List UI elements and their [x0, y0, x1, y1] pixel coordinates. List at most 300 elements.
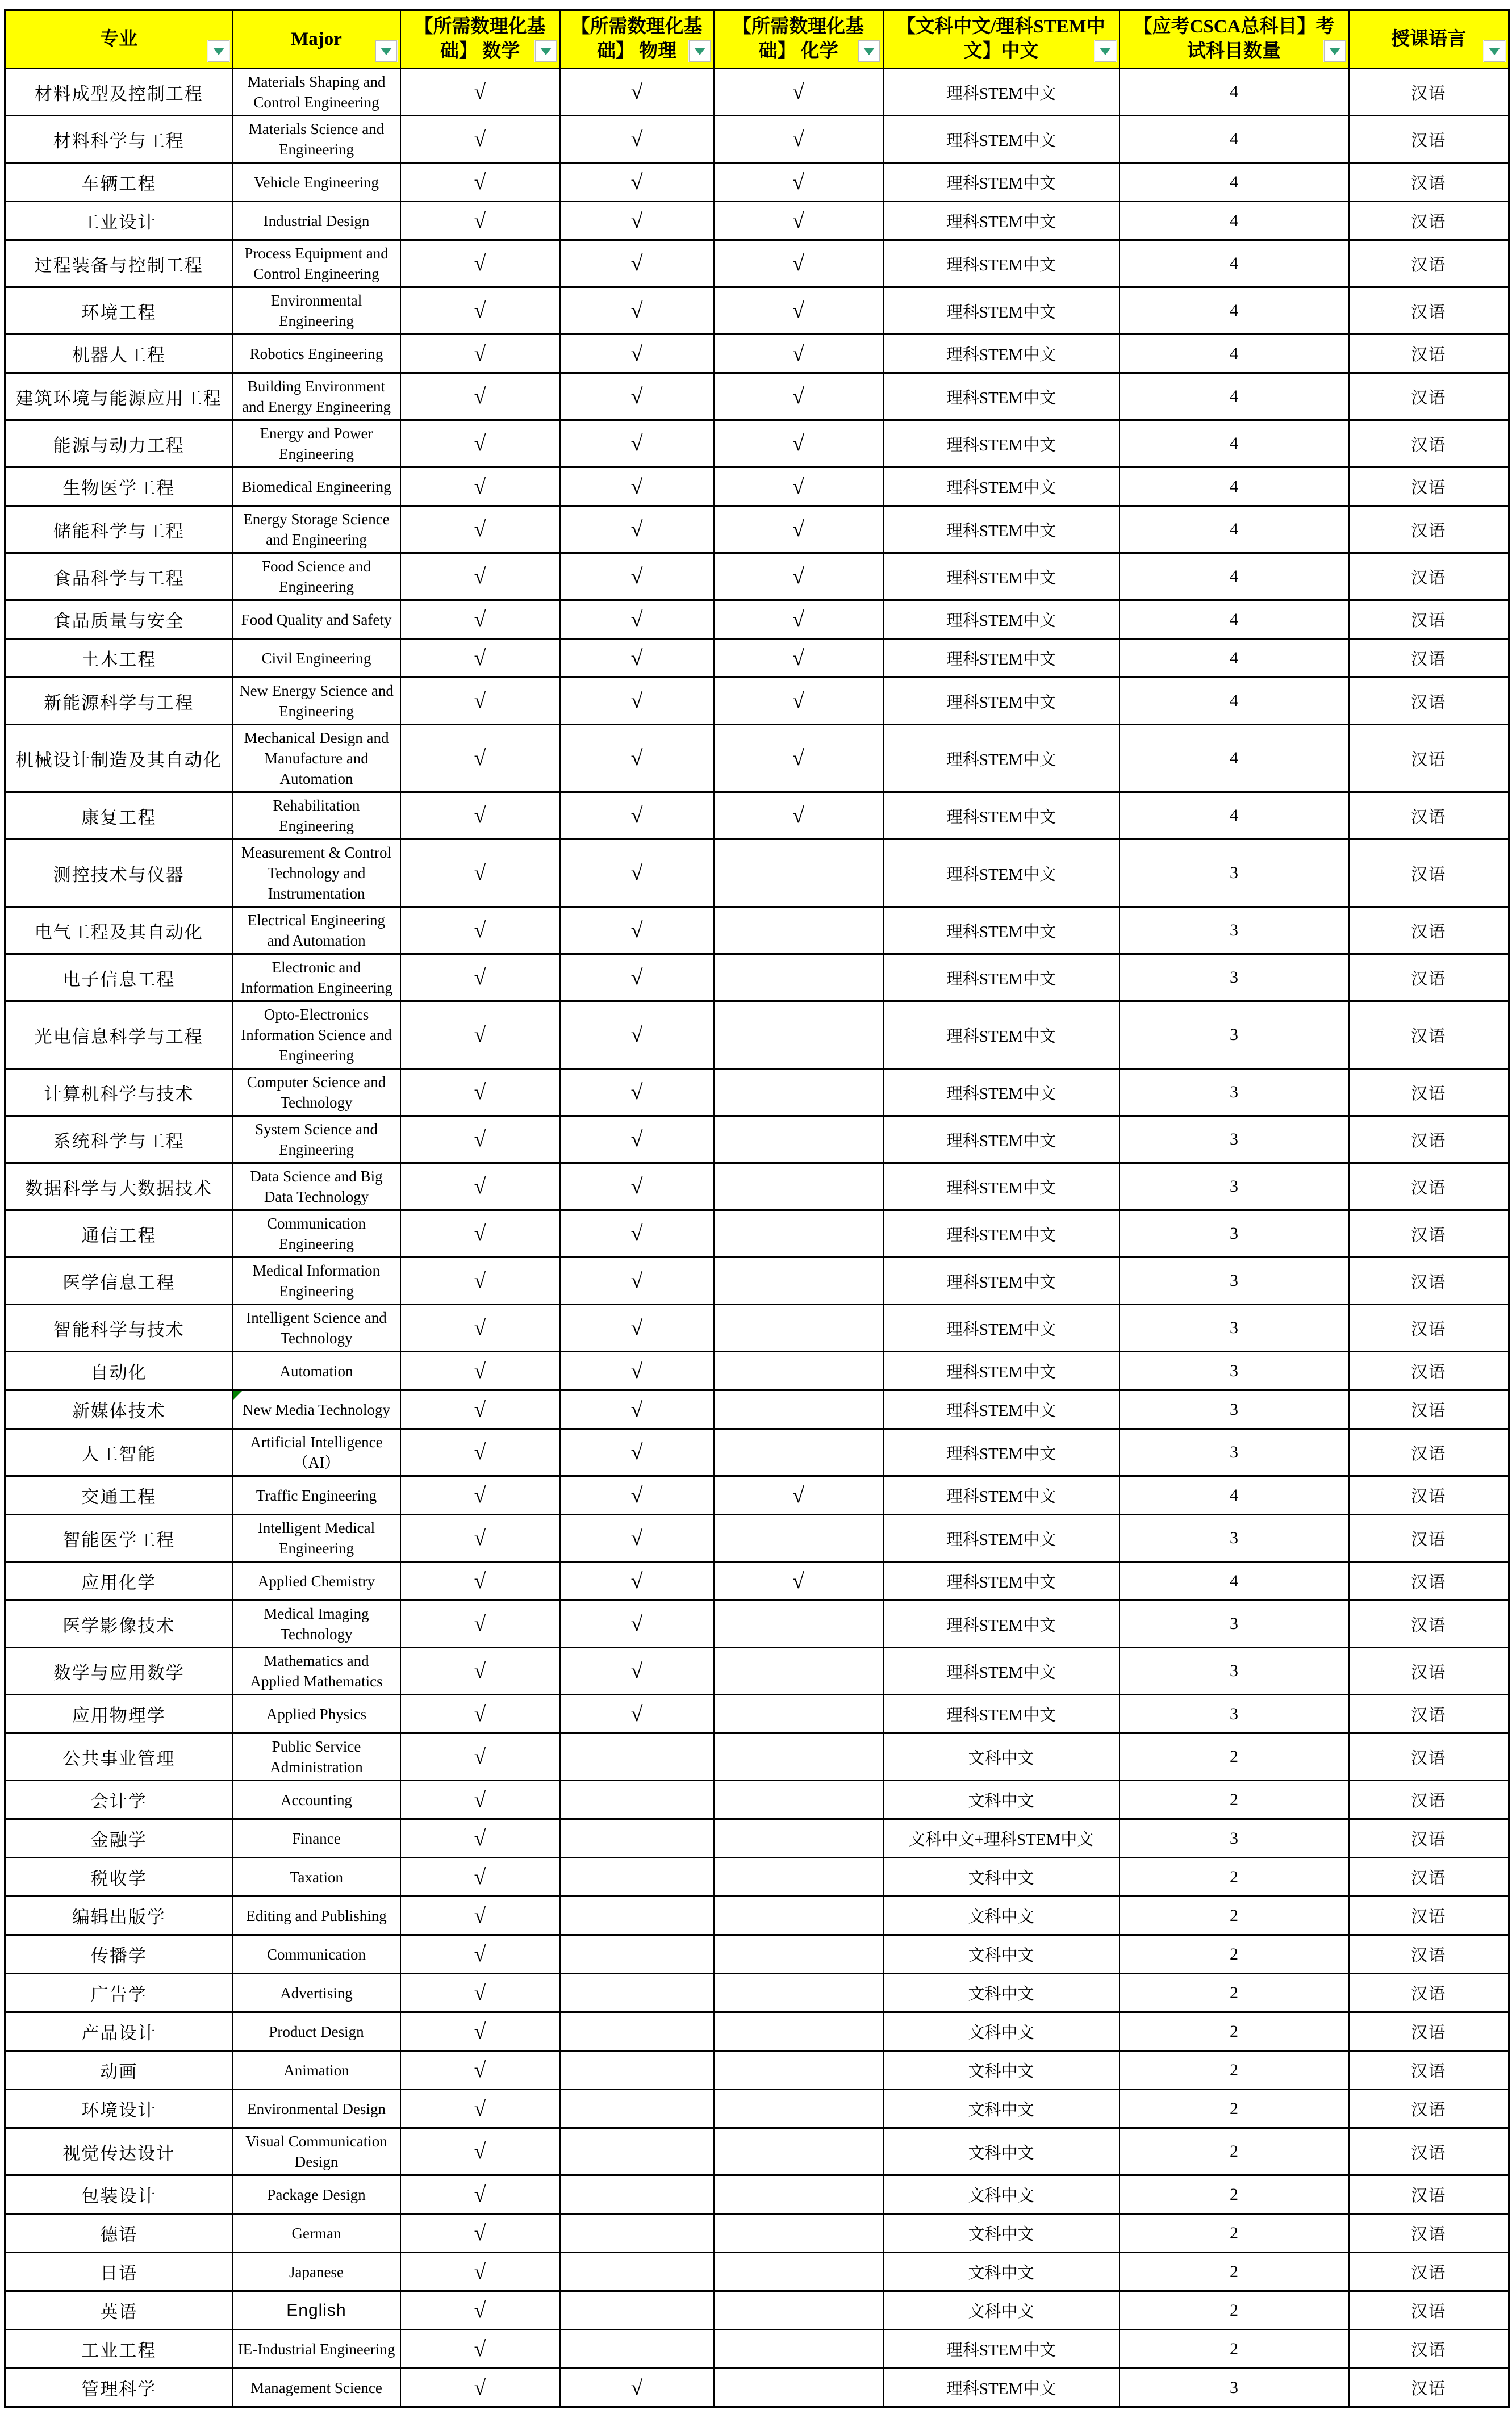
cell-chinese-requirement: 理科STEM中文 — [883, 1515, 1120, 1562]
cell-subject-count: 2 — [1120, 2090, 1349, 2128]
cell-physics-check — [560, 373, 714, 420]
cell-major-zh: 过程装备与控制工程 — [5, 240, 233, 287]
cell-subject-count: 4 — [1120, 287, 1349, 335]
cell-major-en: Civil Engineering — [233, 639, 400, 678]
cell-physics-check — [560, 1352, 714, 1390]
cell-major-zh: 材料科学与工程 — [5, 116, 233, 163]
cell-subject-count: 3 — [1120, 1819, 1349, 1858]
column-header-chemistry — [714, 10, 883, 69]
cell-subject-count: 4 — [1120, 1562, 1349, 1601]
cell-subject-count: 2 — [1120, 2214, 1349, 2253]
checkmark-icon: √ — [474, 432, 486, 456]
cell-major-en: Editing and Publishing — [233, 1897, 400, 1935]
cell-chinese-requirement: 文科中文 — [883, 2291, 1120, 2330]
checkmark-icon: √ — [474, 1865, 486, 1889]
column-header-label: 【应考CSCA总科目】考试科目数量 — [1133, 16, 1335, 61]
checkmark-icon: √ — [630, 1702, 643, 1726]
cell-physics-check — [560, 467, 714, 506]
cell-chinese-requirement: 理科STEM中文 — [883, 202, 1120, 240]
checkmark-icon: √ — [630, 127, 643, 151]
cell-subject-count: 4 — [1120, 116, 1349, 163]
checkmark-icon: √ — [792, 170, 804, 194]
cell-subject-count: 4 — [1120, 335, 1349, 373]
cell-major-zh: 传播学 — [5, 1935, 233, 1974]
cell-teaching-language: 汉语 — [1349, 202, 1509, 240]
table-row — [5, 2214, 1509, 2253]
table-row — [5, 1974, 1509, 2012]
checkmark-icon: √ — [792, 646, 804, 670]
table-row — [5, 420, 1509, 467]
cell-chemistry-check — [714, 2090, 883, 2128]
table-row — [5, 725, 1509, 792]
filter-dropdown-major-zh[interactable] — [208, 40, 229, 62]
cell-major-en: Environmental Design — [233, 2090, 400, 2128]
cell-teaching-language: 汉语 — [1349, 1858, 1509, 1897]
cell-chemistry-check — [714, 1069, 883, 1116]
cell-physics-check — [560, 2175, 714, 2214]
cell-chinese-requirement: 理科STEM中文 — [883, 954, 1120, 1001]
table-row — [5, 1515, 1509, 1562]
checkmark-icon: √ — [474, 2221, 486, 2245]
filter-dropdown-major-en[interactable] — [375, 40, 397, 62]
cell-math-check — [400, 1352, 560, 1390]
cell-major-en: German — [233, 2214, 400, 2253]
majors-subjects-table — [4, 9, 1510, 2408]
cell-subject-count: 3 — [1120, 1695, 1349, 1734]
cell-physics-check — [560, 600, 714, 639]
checkmark-icon: √ — [474, 1222, 486, 1246]
cell-major-en: Communication Engineering — [233, 1210, 400, 1258]
cell-major-zh: 应用物理学 — [5, 1695, 233, 1734]
table-row — [5, 2090, 1509, 2128]
cell-math-check — [400, 2128, 560, 2175]
cell-subject-count: 3 — [1120, 2369, 1349, 2407]
cell-physics-check — [560, 839, 714, 907]
checkmark-icon: √ — [474, 2337, 486, 2361]
cell-subject-count: 3 — [1120, 907, 1349, 954]
cell-subject-count: 3 — [1120, 1429, 1349, 1476]
cell-chinese-requirement: 理科STEM中文 — [883, 1648, 1120, 1695]
cell-math-check — [400, 1116, 560, 1163]
checkmark-icon: √ — [630, 1316, 643, 1340]
checkmark-icon: √ — [630, 1080, 643, 1104]
cell-major-zh: 环境工程 — [5, 287, 233, 335]
cell-chinese-requirement: 文科中文 — [883, 2175, 1120, 2214]
cell-physics-check — [560, 1781, 714, 1819]
cell-major-en: Intelligent Medical Engineering — [233, 1515, 400, 1562]
cell-teaching-language: 汉语 — [1349, 553, 1509, 600]
cell-chemistry-check — [714, 1116, 883, 1163]
cell-major-zh: 材料成型及控制工程 — [5, 69, 233, 116]
cell-math-check — [400, 1858, 560, 1897]
cell-chinese-requirement: 理科STEM中文 — [883, 1258, 1120, 1305]
cell-major-en: Energy Storage Science and Engineering — [233, 506, 400, 553]
column-header-major-en — [233, 10, 400, 69]
checkmark-icon: √ — [630, 299, 643, 323]
checkmark-icon: √ — [630, 1023, 643, 1047]
cell-math-check — [400, 116, 560, 163]
cell-major-zh: 数据科学与大数据技术 — [5, 1163, 233, 1210]
cell-math-check — [400, 839, 560, 907]
cell-chinese-requirement: 文科中文 — [883, 1781, 1120, 1819]
cell-teaching-language: 汉语 — [1349, 1515, 1509, 1562]
cell-chinese-requirement: 理科STEM中文 — [883, 639, 1120, 678]
cell-major-zh: 人工智能 — [5, 1429, 233, 1476]
checkmark-icon: √ — [630, 2375, 643, 2400]
comment-marker-icon — [233, 1391, 242, 1400]
cell-subject-count: 4 — [1120, 725, 1349, 792]
cell-teaching-language: 汉语 — [1349, 639, 1509, 678]
cell-major-zh: 包装设计 — [5, 2175, 233, 2214]
checkmark-icon: √ — [474, 1569, 486, 1593]
table-row — [5, 287, 1509, 335]
table-row — [5, 2330, 1509, 2369]
cell-math-check — [400, 1897, 560, 1935]
checkmark-icon: √ — [474, 1440, 486, 1464]
cell-physics-check — [560, 1210, 714, 1258]
filter-dropdown-count[interactable] — [1324, 40, 1346, 62]
cell-physics-check — [560, 1390, 714, 1429]
cell-major-en: Computer Science and Technology — [233, 1069, 400, 1116]
cell-chemistry-check — [714, 839, 883, 907]
table-row — [5, 1935, 1509, 1974]
cell-physics-check — [560, 1305, 714, 1352]
filter-dropdown-math[interactable] — [535, 40, 557, 62]
checkmark-icon: √ — [474, 2058, 486, 2082]
cell-major-zh: 公共事业管理 — [5, 1734, 233, 1781]
cell-chinese-requirement: 理科STEM中文 — [883, 839, 1120, 907]
cell-teaching-language: 汉语 — [1349, 1897, 1509, 1935]
table-row — [5, 1781, 1509, 1819]
checkmark-icon: √ — [474, 2298, 486, 2323]
cell-subject-count: 3 — [1120, 1390, 1349, 1429]
cell-teaching-language: 汉语 — [1349, 1695, 1509, 1734]
cell-major-zh: 医学信息工程 — [5, 1258, 233, 1305]
checkmark-icon: √ — [630, 1222, 643, 1246]
cell-teaching-language: 汉语 — [1349, 2128, 1509, 2175]
checkmark-icon: √ — [474, 1787, 486, 1812]
cell-math-check — [400, 1163, 560, 1210]
cell-major-en: Artificial Intelligence（AI） — [233, 1429, 400, 1476]
cell-physics-check — [560, 2330, 714, 2369]
table-row — [5, 1819, 1509, 1858]
cell-major-zh: 英语 — [5, 2291, 233, 2330]
cell-subject-count: 2 — [1120, 2175, 1349, 2214]
cell-major-en: Rehabilitation Engineering — [233, 792, 400, 839]
cell-subject-count: 3 — [1120, 1352, 1349, 1390]
checkmark-icon: √ — [474, 2182, 486, 2207]
checkmark-icon: √ — [630, 746, 643, 770]
checkmark-icon: √ — [474, 804, 486, 828]
cell-chemistry-check — [714, 1305, 883, 1352]
checkmark-icon: √ — [474, 252, 486, 275]
cell-chinese-requirement: 理科STEM中文 — [883, 1562, 1120, 1601]
cell-chemistry-check — [714, 240, 883, 287]
column-header-label: 【所需数理化基础】 物理 — [571, 16, 703, 61]
cell-chinese-requirement: 文科中文 — [883, 2051, 1120, 2090]
cell-chemistry-check — [714, 553, 883, 600]
cell-chemistry-check — [714, 467, 883, 506]
checkmark-icon: √ — [630, 861, 643, 885]
cell-chemistry-check — [714, 1429, 883, 1476]
cell-physics-check — [560, 1695, 714, 1734]
cell-major-zh: 自动化 — [5, 1352, 233, 1390]
cell-math-check — [400, 420, 560, 467]
cell-teaching-language: 汉语 — [1349, 2214, 1509, 2253]
table-row — [5, 1305, 1509, 1352]
cell-chinese-requirement: 文科中文 — [883, 1974, 1120, 2012]
cell-major-zh: 车辆工程 — [5, 163, 233, 202]
cell-major-en: English — [233, 2291, 400, 2330]
cell-teaching-language: 汉语 — [1349, 116, 1509, 163]
table-header-row — [5, 10, 1509, 69]
checkmark-icon: √ — [474, 341, 486, 366]
cell-teaching-language: 汉语 — [1349, 600, 1509, 639]
cell-physics-check — [560, 1515, 714, 1562]
checkmark-icon: √ — [630, 804, 643, 828]
cell-math-check — [400, 202, 560, 240]
table-row — [5, 1069, 1509, 1116]
table-row — [5, 907, 1509, 954]
cell-major-zh: 土木工程 — [5, 639, 233, 678]
cell-teaching-language: 汉语 — [1349, 1116, 1509, 1163]
filter-dropdown-chinese[interactable] — [1095, 40, 1116, 62]
cell-physics-check — [560, 1935, 714, 1974]
checkmark-icon: √ — [630, 1659, 643, 1683]
cell-major-zh: 管理科学 — [5, 2369, 233, 2407]
cell-major-en: Finance — [233, 1819, 400, 1858]
cell-major-zh: 医学影像技术 — [5, 1601, 233, 1648]
cell-chemistry-check — [714, 1562, 883, 1601]
cell-teaching-language: 汉语 — [1349, 69, 1509, 116]
cell-chinese-requirement: 文科中文 — [883, 2012, 1120, 2051]
cell-physics-check — [560, 2214, 714, 2253]
cell-chinese-requirement: 理科STEM中文 — [883, 1352, 1120, 1390]
cell-chemistry-check — [714, 2253, 883, 2291]
cell-physics-check — [560, 202, 714, 240]
cell-major-zh: 电子信息工程 — [5, 954, 233, 1001]
cell-subject-count: 3 — [1120, 1116, 1349, 1163]
column-header-label: 【所需数理化基础】 化学 — [733, 16, 864, 61]
checkmark-icon: √ — [630, 565, 643, 588]
cell-teaching-language: 汉语 — [1349, 1429, 1509, 1476]
cell-math-check — [400, 1476, 560, 1515]
cell-math-check — [400, 725, 560, 792]
cell-teaching-language: 汉语 — [1349, 1935, 1509, 1974]
checkmark-icon: √ — [792, 746, 804, 770]
filter-dropdown-physics[interactable] — [689, 40, 711, 62]
cell-teaching-language: 汉语 — [1349, 907, 1509, 954]
cell-major-en: Medical Information Engineering — [233, 1258, 400, 1305]
cell-subject-count: 3 — [1120, 1305, 1349, 1352]
checkmark-icon: √ — [630, 1269, 643, 1293]
cell-major-en: Traffic Engineering — [233, 1476, 400, 1515]
cell-teaching-language: 汉语 — [1349, 1352, 1509, 1390]
cell-subject-count: 2 — [1120, 2128, 1349, 2175]
checkmark-icon: √ — [474, 2375, 486, 2400]
cell-physics-check — [560, 163, 714, 202]
table-row — [5, 1429, 1509, 1476]
cell-major-zh: 新能源科学与工程 — [5, 678, 233, 725]
cell-math-check — [400, 1695, 560, 1734]
table-row — [5, 839, 1509, 907]
table-row — [5, 467, 1509, 506]
cell-chinese-requirement: 文科中文 — [883, 1935, 1120, 1974]
cell-physics-check — [560, 1734, 714, 1781]
checkmark-icon: √ — [792, 341, 804, 366]
cell-subject-count: 2 — [1120, 1974, 1349, 2012]
cell-chinese-requirement: 理科STEM中文 — [883, 1069, 1120, 1116]
checkmark-icon: √ — [474, 1526, 486, 1550]
cell-chinese-requirement: 文科中文 — [883, 1734, 1120, 1781]
cell-chinese-requirement: 理科STEM中文 — [883, 1601, 1120, 1648]
column-header-major-zh — [5, 10, 233, 69]
checkmark-icon: √ — [474, 1397, 486, 1422]
cell-math-check — [400, 600, 560, 639]
cell-teaching-language: 汉语 — [1349, 335, 1509, 373]
cell-chemistry-check — [714, 1897, 883, 1935]
cell-major-zh: 会计学 — [5, 1781, 233, 1819]
checkmark-icon: √ — [792, 607, 804, 632]
cell-math-check — [400, 678, 560, 725]
cell-major-zh: 系统科学与工程 — [5, 1116, 233, 1163]
checkmark-icon: √ — [792, 517, 804, 541]
cell-subject-count: 2 — [1120, 1781, 1349, 1819]
cell-chemistry-check — [714, 2330, 883, 2369]
table-row — [5, 69, 1509, 116]
checkmark-icon: √ — [792, 208, 804, 233]
cell-physics-check — [560, 1069, 714, 1116]
cell-major-en: Electrical Engineering and Automation — [233, 907, 400, 954]
checkmark-icon: √ — [474, 208, 486, 233]
cell-teaching-language: 汉语 — [1349, 954, 1509, 1001]
cell-chemistry-check — [714, 1352, 883, 1390]
cell-chemistry-check — [714, 1515, 883, 1562]
checkmark-icon: √ — [474, 1702, 486, 1726]
cell-teaching-language: 汉语 — [1349, 287, 1509, 335]
checkmark-icon: √ — [474, 1903, 486, 1928]
cell-math-check — [400, 1734, 560, 1781]
table-row — [5, 1562, 1509, 1601]
cell-chemistry-check — [714, 639, 883, 678]
cell-subject-count: 3 — [1120, 1001, 1349, 1069]
chevron-down-icon — [694, 48, 705, 55]
cell-major-en: Japanese — [233, 2253, 400, 2291]
cell-major-en: Visual Communication Design — [233, 2128, 400, 2175]
checkmark-icon: √ — [630, 1175, 643, 1198]
cell-physics-check — [560, 287, 714, 335]
cell-math-check — [400, 2051, 560, 2090]
cell-major-en: Public Service Administration — [233, 1734, 400, 1781]
filter-dropdown-language[interactable] — [1484, 40, 1505, 62]
cell-subject-count: 4 — [1120, 467, 1349, 506]
cell-teaching-language: 汉语 — [1349, 2291, 1509, 2330]
table-row — [5, 1258, 1509, 1305]
cell-teaching-language: 汉语 — [1349, 1069, 1509, 1116]
checkmark-icon: √ — [792, 1483, 804, 1507]
cell-math-check — [400, 1648, 560, 1695]
checkmark-icon: √ — [630, 80, 643, 104]
checkmark-icon: √ — [474, 1316, 486, 1340]
table-row — [5, 1163, 1509, 1210]
cell-major-zh: 应用化学 — [5, 1562, 233, 1601]
checkmark-icon: √ — [474, 1612, 486, 1636]
cell-major-en: Food Quality and Safety — [233, 600, 400, 639]
cell-math-check — [400, 1781, 560, 1819]
cell-math-check — [400, 2175, 560, 2214]
cell-major-en: Applied Physics — [233, 1695, 400, 1734]
checkmark-icon: √ — [474, 918, 486, 942]
cell-subject-count: 2 — [1120, 2051, 1349, 2090]
cell-chemistry-check — [714, 2175, 883, 2214]
checkmark-icon: √ — [474, 861, 486, 885]
cell-teaching-language: 汉语 — [1349, 2051, 1509, 2090]
cell-chinese-requirement: 理科STEM中文 — [883, 1429, 1120, 1476]
cell-subject-count: 3 — [1120, 1515, 1349, 1562]
cell-chinese-requirement: 理科STEM中文 — [883, 1305, 1120, 1352]
checkmark-icon: √ — [474, 2096, 486, 2121]
cell-major-zh: 建筑环境与能源应用工程 — [5, 373, 233, 420]
cell-subject-count: 2 — [1120, 2291, 1349, 2330]
cell-major-en: Accounting — [233, 1781, 400, 1819]
cell-chemistry-check — [714, 954, 883, 1001]
cell-major-en: Building Environment and Energy Engineering — [233, 373, 400, 420]
cell-math-check — [400, 373, 560, 420]
cell-math-check — [400, 1258, 560, 1305]
column-header-chinese — [883, 10, 1120, 69]
cell-math-check — [400, 639, 560, 678]
cell-chemistry-check — [714, 1935, 883, 1974]
cell-subject-count: 3 — [1120, 1601, 1349, 1648]
cell-physics-check — [560, 1858, 714, 1897]
checkmark-icon: √ — [474, 1080, 486, 1104]
checkmark-icon: √ — [474, 1023, 486, 1047]
table-row — [5, 639, 1509, 678]
cell-major-zh: 食品科学与工程 — [5, 553, 233, 600]
cell-chinese-requirement: 理科STEM中文 — [883, 163, 1120, 202]
cell-physics-check — [560, 420, 714, 467]
cell-major-zh: 智能医学工程 — [5, 1515, 233, 1562]
cell-physics-check — [560, 954, 714, 1001]
cell-math-check — [400, 2369, 560, 2407]
cell-physics-check — [560, 1974, 714, 2012]
cell-physics-check — [560, 1648, 714, 1695]
table-row — [5, 1734, 1509, 1781]
cell-teaching-language: 汉语 — [1349, 1781, 1509, 1819]
table-row — [5, 2175, 1509, 2214]
checkmark-icon: √ — [474, 1269, 486, 1293]
column-header-physics — [560, 10, 714, 69]
cell-subject-count: 2 — [1120, 1858, 1349, 1897]
cell-major-en: Robotics Engineering — [233, 335, 400, 373]
cell-math-check — [400, 1974, 560, 2012]
cell-physics-check — [560, 69, 714, 116]
cell-subject-count: 3 — [1120, 1258, 1349, 1305]
table-row — [5, 373, 1509, 420]
cell-chemistry-check — [714, 1734, 883, 1781]
chevron-down-icon — [1329, 48, 1340, 55]
chevron-down-icon — [1100, 48, 1111, 55]
column-header-count — [1120, 10, 1349, 69]
cell-major-zh: 工业设计 — [5, 202, 233, 240]
table-row — [5, 1001, 1509, 1069]
filter-dropdown-chemistry[interactable] — [858, 40, 880, 62]
column-header-label: Major — [291, 28, 342, 49]
table-row — [5, 792, 1509, 839]
checkmark-icon: √ — [474, 1127, 486, 1151]
cell-major-zh: 康复工程 — [5, 792, 233, 839]
cell-major-zh: 交通工程 — [5, 1476, 233, 1515]
